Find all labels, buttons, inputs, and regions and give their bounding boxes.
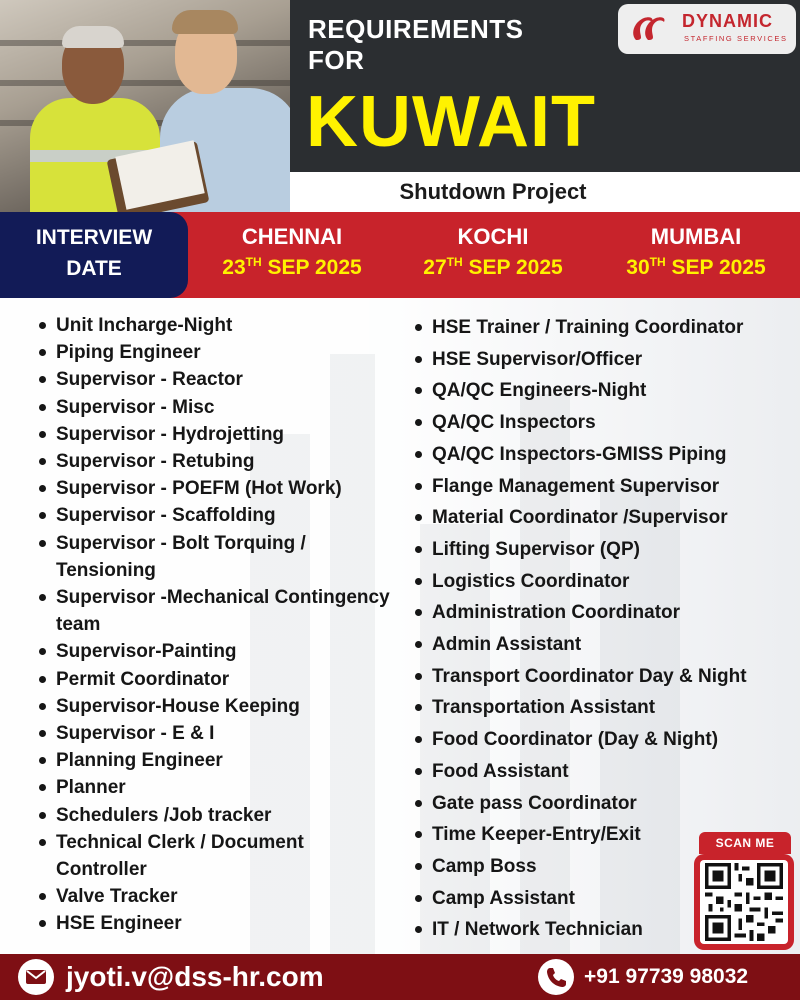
workers-photo	[0, 0, 290, 212]
position-item: HSE Supervisor/Officer	[412, 344, 792, 376]
position-item: Supervisor - Misc	[36, 394, 396, 421]
positions-list-left	[36, 312, 396, 938]
location-kochi	[393, 222, 593, 284]
requirements-heading	[308, 14, 523, 76]
position-item: Supervisor - Hydrojetting	[36, 421, 396, 448]
position-item: QA/QC Engineers-Night	[412, 375, 792, 407]
position-item: Administration Coordinator	[412, 597, 792, 629]
logo-tagline: STAFFING SERVICES	[684, 34, 788, 43]
position-item: QA/QC Inspectors	[412, 407, 792, 439]
city-name: KOCHI	[457, 224, 529, 249]
position-item: Unit Incharge-Night	[36, 312, 396, 339]
interview-label	[10, 222, 178, 284]
position-item: Supervisor-House Keeping	[36, 693, 396, 720]
contact-phone[interactable]: +91 97739 98032	[584, 965, 749, 988]
position-item: IT / Network Technician	[412, 914, 792, 946]
position-item: Logistics Coordinator	[412, 566, 792, 598]
interview-date: 27TH SEP 2025	[423, 255, 563, 279]
position-item: QA/QC Inspectors-GMISS Piping	[412, 439, 792, 471]
location-mumbai	[596, 222, 796, 284]
position-item: Gate pass Coordinator	[412, 788, 792, 820]
position-item: Lifting Supervisor (QP)	[412, 534, 792, 566]
interview-date: 30TH SEP 2025	[626, 255, 766, 279]
position-item: HSE Engineer	[36, 910, 396, 937]
city-name: CHENNAI	[241, 224, 343, 249]
position-item: Flange Management Supervisor	[412, 471, 792, 503]
qr-code[interactable]	[694, 854, 794, 950]
position-item: Supervisor-Painting	[36, 638, 396, 665]
city-name: MUMBAI	[650, 224, 742, 249]
location-chennai	[192, 222, 392, 284]
position-item: Food Assistant	[412, 756, 792, 788]
company-logo	[618, 4, 796, 54]
requirements-line1: REQUIREMENTS	[308, 14, 524, 44]
position-item: Material Coordinator /Supervisor	[412, 502, 792, 534]
position-item: Camp Assistant	[412, 883, 792, 915]
position-item: Supervisor -Mechanical Contingency team	[36, 584, 396, 638]
position-item: Technical Clerk / Document Controller	[36, 829, 396, 883]
project-title: Shutdown Project	[399, 179, 587, 204]
interview-label-line2: DATE	[66, 257, 122, 280]
position-item: Planner	[36, 774, 396, 801]
position-item: Valve Tracker	[36, 883, 396, 910]
position-item: Transportation Assistant	[412, 692, 792, 724]
position-item: Supervisor - Scaffolding	[36, 502, 396, 529]
position-item: Camp Boss	[412, 851, 792, 883]
position-item: Supervisor - E & I	[36, 720, 396, 747]
scan-me-label: SCAN ME	[699, 832, 791, 854]
position-item: Supervisor - Reactor	[36, 366, 396, 393]
position-item: Supervisor - POEFM (Hot Work)	[36, 475, 396, 502]
position-item: Food Coordinator (Day & Night)	[412, 724, 792, 756]
position-item: HSE Trainer / Training Coordinator	[412, 312, 792, 344]
contact-email[interactable]: jyoti.v@dss-hr.com	[66, 961, 324, 992]
country-title: KUWAIT	[306, 82, 596, 162]
qr-code-icon	[704, 863, 784, 941]
position-item: Admin Assistant	[412, 629, 792, 661]
position-item: Piping Engineer	[36, 339, 396, 366]
phone-icon	[538, 959, 574, 995]
interview-date: 23TH SEP 2025	[222, 255, 362, 279]
position-item: Supervisor - Retubing	[36, 448, 396, 475]
position-item: Schedulers /Job tracker	[36, 802, 396, 829]
position-item: Supervisor - Bolt Torquing / Tensioning	[36, 530, 396, 584]
position-item: Permit Coordinator	[36, 666, 396, 693]
position-item: Transport Coordinator Day & Night	[412, 661, 792, 693]
position-item: Time Keeper-Entry/Exit	[412, 819, 792, 851]
requirements-line2: FOR	[308, 45, 365, 75]
position-item: Planning Engineer	[36, 747, 396, 774]
dss-logo-mark-icon	[628, 12, 668, 46]
interview-label-line1: INTERVIEW	[35, 226, 153, 249]
logo-name: DYNAMIC	[682, 11, 773, 31]
envelope-icon	[18, 959, 54, 995]
